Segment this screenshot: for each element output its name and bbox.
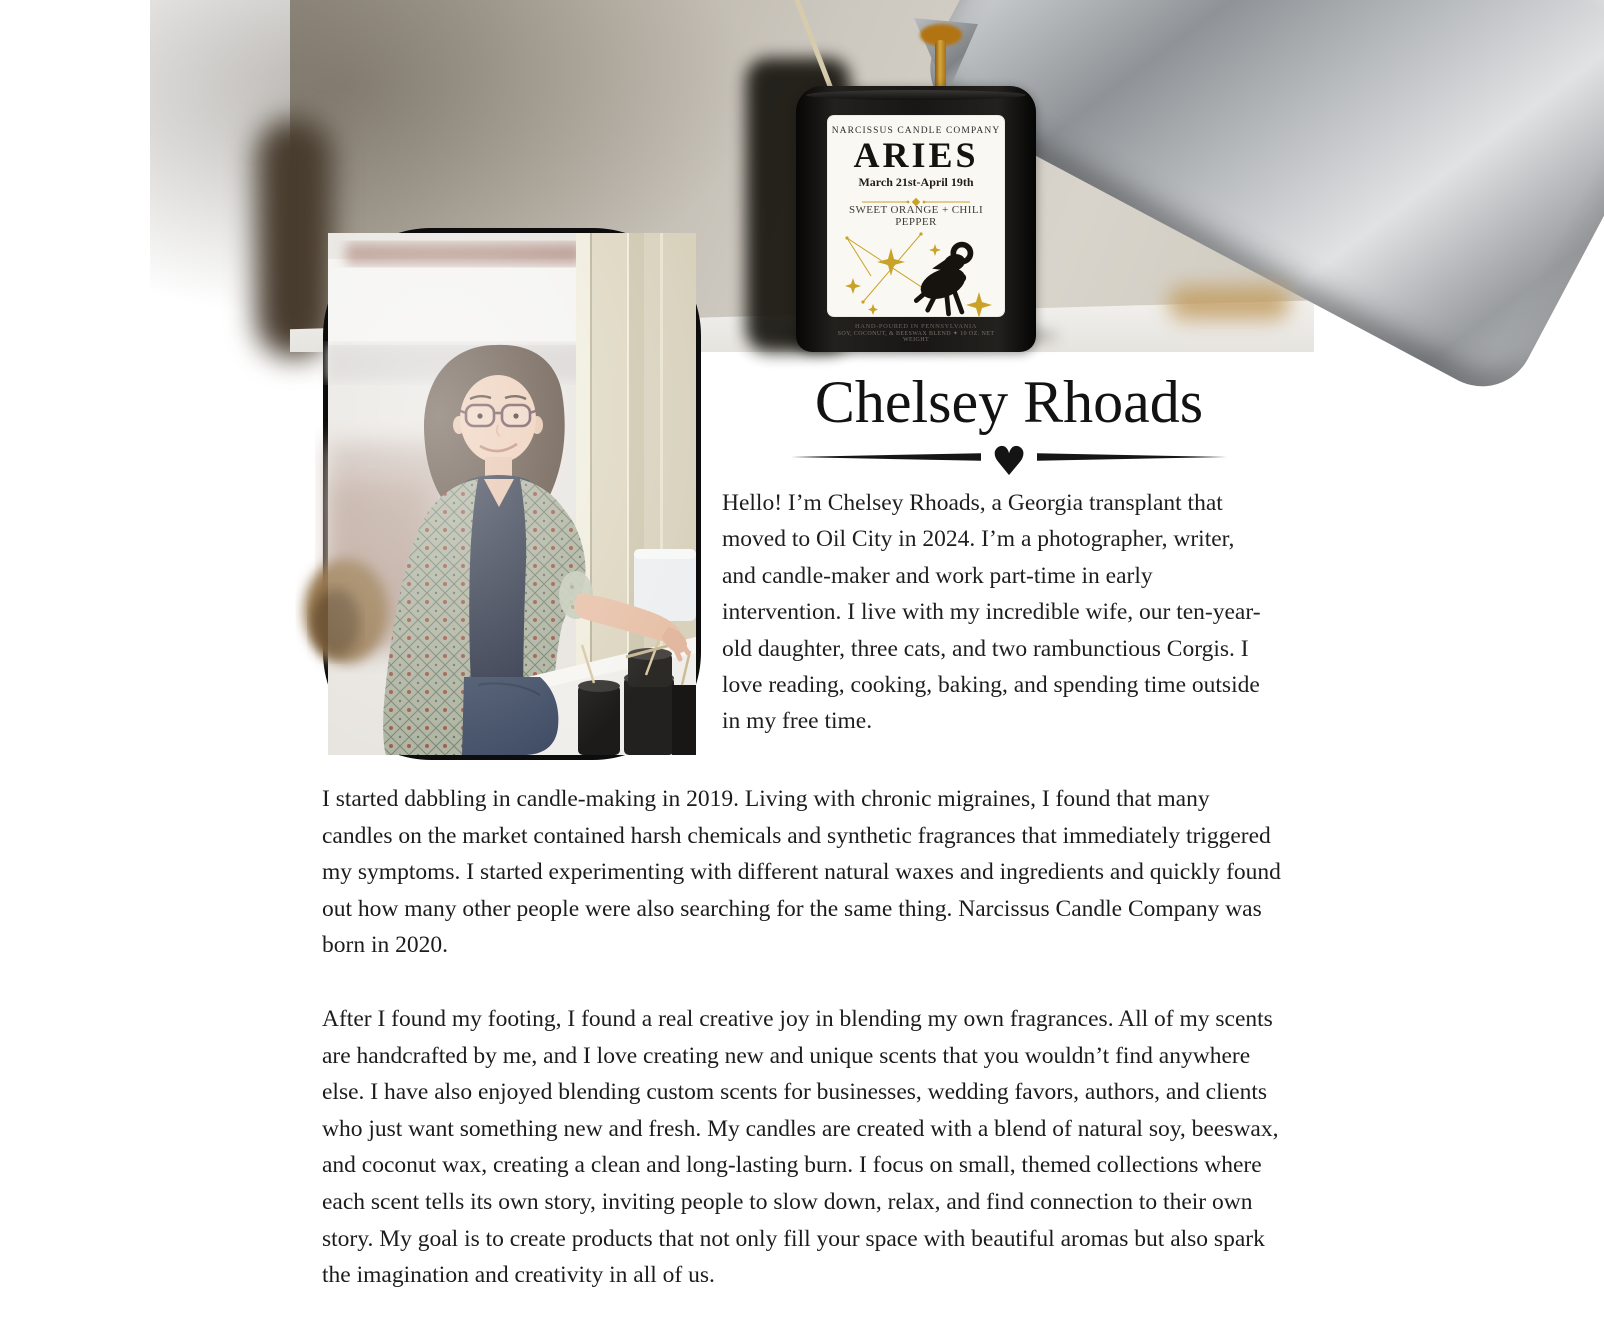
candle-label: [827, 115, 1005, 343]
divider-line-right: [1037, 452, 1227, 462]
ram-silhouette: [916, 245, 970, 314]
story-section: [322, 781, 1284, 1294]
label-brand: NARCISSUS CANDLE COMPANY: [831, 126, 1001, 136]
label-footer-blend: SOY, COCONUT, & BEESWAX BLEND ✦ 10 OZ. NET WEIGHT: [837, 331, 995, 343]
hero-blur-object: [256, 118, 332, 358]
page-title: Chelsey Rhoads: [814, 369, 1204, 435]
profile-section: [722, 370, 1296, 740]
divider-line-left: [791, 452, 981, 462]
candle-rim: [806, 90, 1026, 100]
ram-constellation-art: [831, 230, 1001, 322]
portrait-photo: [323, 228, 701, 760]
label-ornament: [827, 193, 1005, 201]
profile-bio: Hello! I’m Chelsey Rhoads, a Georgia transplant that moved to Oil City in 2024. I’m a photographer, writer, and candle-maker and work part-time in early intervention. I live with my incredible wife, our ten-year-old daughter, three cats, and two rambunctious Corgis. I love reading, cooking, baking, and spending time outside in my free time.: [722, 490, 1261, 735]
label-scent: SWEET ORANGE + CHILI PEPPER: [848, 204, 984, 228]
story-paragraph-2: After I found my footing, I found a real creative joy in blending my own fragrances. All of my scents are handcrafted by me, and I love creating new and unique scents that you wouldn’t find anywhere else. I have also enjoyed blending custom scents for businesses, wedding favors, authors, and clients who just want something new and fresh. My candles are created with a blend of natural soy, beeswax, and coconut wax, creating a clean and long-lasting burn. I focus on small, themed collections where each scent tells its own story, inviting people to slow down, relax, and find connection to their own story. My goal is to create products that not only fill your space with beautiful aromas but also spark the imagination and creativity in all of us.: [322, 1005, 1279, 1289]
aries-candle: [796, 86, 1036, 352]
story-paragraph-1: I started dabbling in candle-making in 2019. Living with chronic migraines, I found that many candles on the market contained harsh chemicals and synthetic fragrances that immediately triggered my symptoms. I started experimenting with different natural waxes and ingredients and quickly found out how many other people were also searching for the same thing. Narcissus Candle Company was born in 2020.: [322, 786, 1281, 959]
about-page: [290, 0, 1314, 1325]
heart-divider: [722, 438, 1296, 485]
hero-blur-wood: [1168, 286, 1290, 320]
label-footer-origin: HAND-POURED IN PENNSYLVANIA: [854, 323, 977, 330]
label-zodiac-name: ARIES: [853, 135, 979, 175]
heart-icon: ♥: [991, 439, 1027, 485]
label-dates: March 21st-April 19th: [858, 175, 974, 189]
